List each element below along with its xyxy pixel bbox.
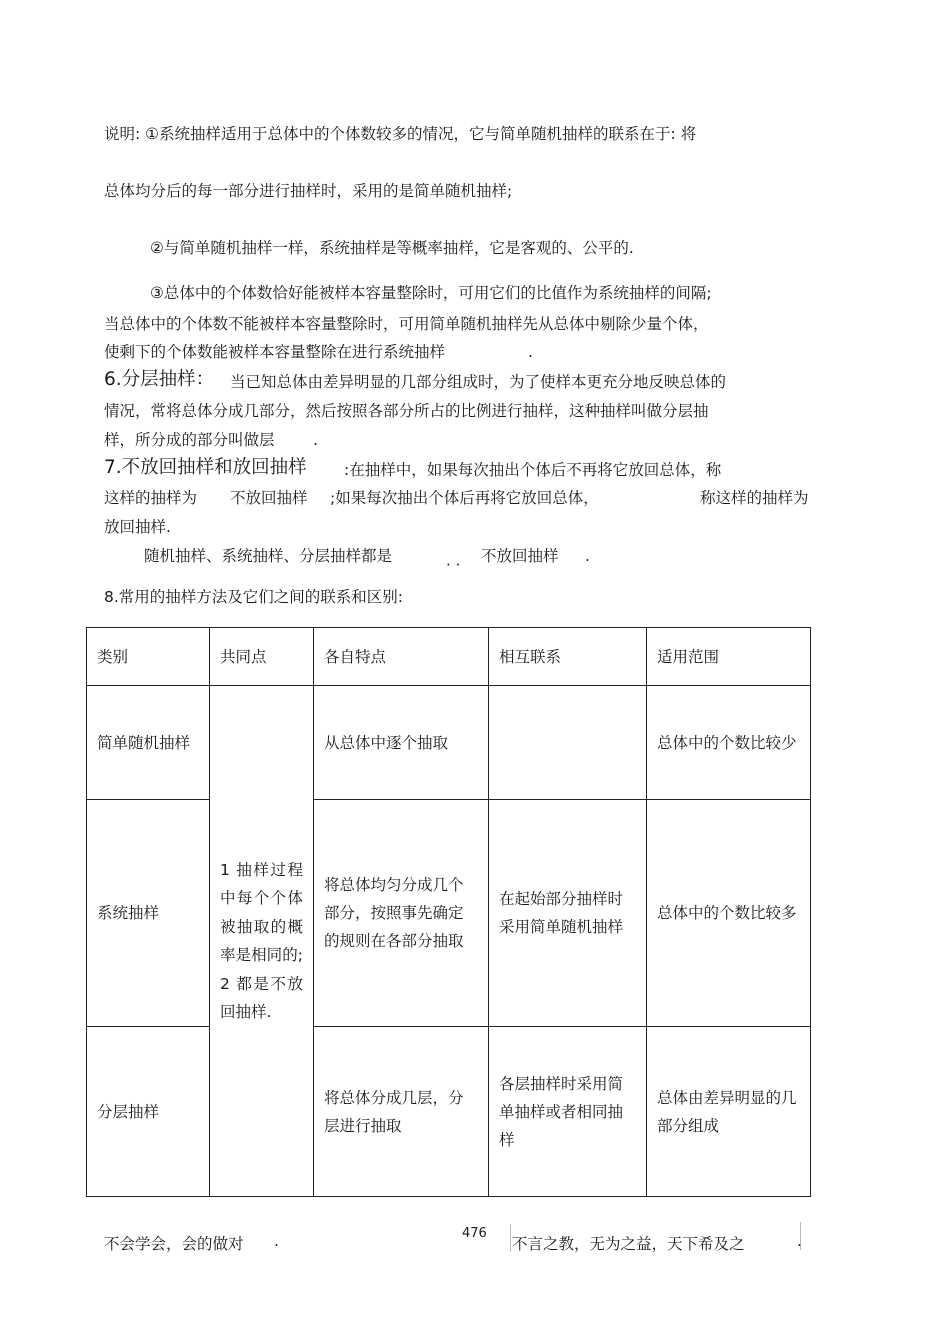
header-scope: 适用范围	[647, 628, 811, 686]
paragraph-note-4: ③总体中的个体数恰好能被样本容量整除时，可用它们的比值作为系统抽样的间隔;	[150, 284, 712, 302]
section6-line2: 情况，常将总体分成几部分，然后按照各部分所占的比例进行抽样，这种抽样叫做分层抽	[104, 402, 709, 420]
table-row	[87, 1027, 811, 1197]
sampling-methods-table	[86, 627, 811, 1197]
section7-line2b: 不放回抽样	[230, 489, 308, 507]
section7-line3: 放回抽样.	[104, 518, 171, 536]
cell-relation	[489, 686, 647, 800]
header-feature: 各自特点	[314, 628, 489, 686]
section7-line2a: 这样的抽样为	[104, 489, 198, 507]
cell-scope: 总体中的个数比较多	[647, 800, 811, 1027]
table-row	[87, 686, 811, 800]
cell-category: 分层抽样	[87, 1027, 210, 1197]
section6-line3: 样，所分成的部分叫做层	[104, 431, 275, 449]
footer-left-period: .	[274, 1232, 279, 1250]
header-common: 共同点	[210, 628, 314, 686]
section7-line2c: ;如果每次抽出个体后再将它放回总体，	[330, 489, 599, 507]
cell-common-points: 1 抽样过程中每个个体被抽取的概率是相同的; 2 都是不放回抽样.	[210, 686, 314, 1197]
cell-feature: 将总体分成几层，分层进行抽取	[314, 1027, 489, 1197]
paragraph-note-1: 说明: ①系统抽样适用于总体中的个体数较多的情况，它与简单随机抽样的联系在于: 将	[104, 125, 697, 143]
table-row	[87, 800, 811, 1027]
paragraph-note-3: ②与简单随机抽样一样，系统抽样是等概率抽样，它是客观的、公平的.	[150, 239, 634, 257]
paragraph-note-6-period: .	[528, 343, 533, 361]
cell-relation: 在起始部分抽样时采用简单随机抽样	[489, 800, 647, 1027]
section6-line3-period: .	[313, 431, 318, 449]
section7-line4-period: .	[585, 547, 590, 565]
section6-heading: 6.分层抽样：	[104, 369, 215, 390]
section7-line4a: 随机抽样、系统抽样、分层抽样都是	[144, 547, 393, 565]
paragraph-note-2: 总体均分后的每一部分进行抽样时，采用的是简单随机抽样;	[104, 182, 513, 200]
cell-category: 系统抽样	[87, 800, 210, 1027]
header-relation: 相互联系	[489, 628, 647, 686]
emphasis-dots: · ·	[446, 556, 461, 574]
footer-divider	[510, 1224, 511, 1252]
page-number: 476	[462, 1226, 487, 1241]
cell-feature: 将总体均匀分成几个部分，按照事先确定的规则在各部分抽取	[314, 800, 489, 1027]
cell-scope: 总体中的个数比较少	[647, 686, 811, 800]
paragraph-note-6: 使剩下的个体数能被样本容量整除在进行系统抽样	[104, 343, 446, 361]
section7-heading: 7.不放回抽样和放回抽样	[104, 457, 307, 478]
cell-relation: 各层抽样时采用简单抽样或者相同抽样	[489, 1027, 647, 1197]
footer-right: 不言之教，无为之益，天下希及之	[512, 1235, 745, 1253]
table-header-row	[87, 628, 811, 686]
cell-feature: 从总体中逐个抽取	[314, 686, 489, 800]
section7-line1: :在抽样中，如果每次抽出个体后不再将它放回总体，称	[344, 461, 722, 479]
section8-heading: 8.常用的抽样方法及它们之间的联系和区别:	[104, 588, 404, 606]
section7-line2d: 称这样的抽样为	[700, 489, 809, 507]
section7-line4b: 不放回抽样	[481, 547, 559, 565]
footer-right-period: .	[797, 1232, 802, 1250]
cell-scope: 总体由差异明显的几部分组成	[647, 1027, 811, 1197]
cell-category: 简单随机抽样	[87, 686, 210, 800]
footer-left: 不会学会，会的做对	[104, 1235, 244, 1253]
section6-line1: 当已知总体由差异明显的几部分组成时，为了使样本更充分地反映总体的	[230, 373, 727, 391]
header-category: 类别	[87, 628, 210, 686]
paragraph-note-5: 当总体中的个体数不能被样本容量整除时，可用简单随机抽样先从总体中剔除少量个体，	[104, 315, 709, 333]
